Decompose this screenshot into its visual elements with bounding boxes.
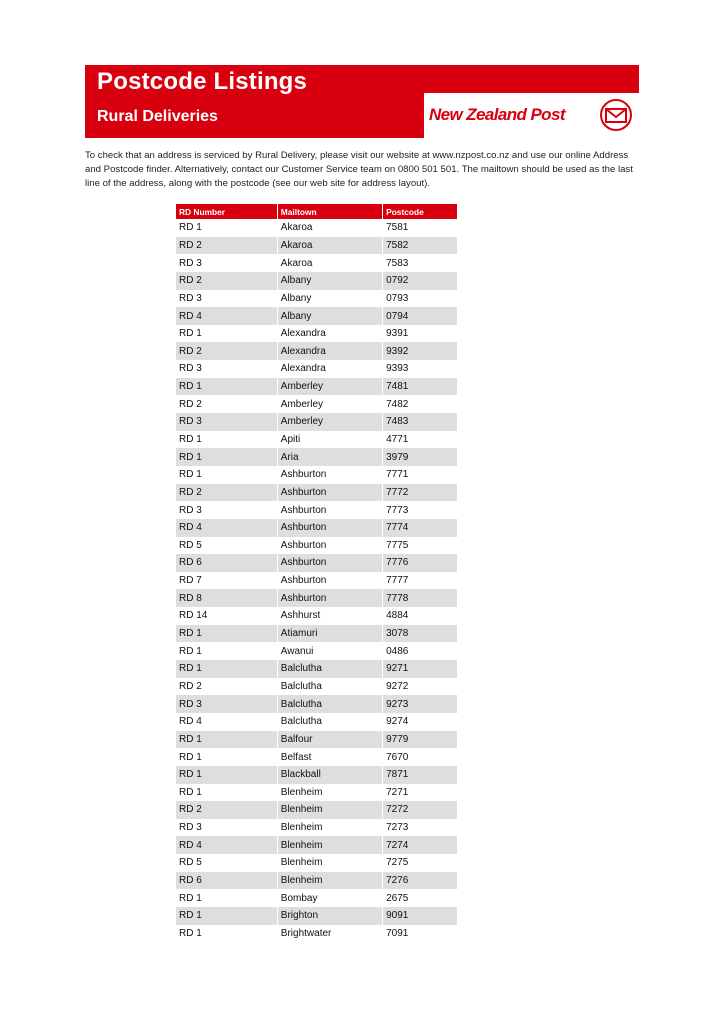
postcode-cell: 0486 [386,645,409,657]
rd-number-cell: RD 4 [176,713,277,731]
table-row [176,519,457,537]
intro-text: To check that an address is serviced by Rural Delivery, please visit our website at www.nzpost.co.nz and use our online Address and Postcode finder. Alternatively, contact our Customer Service team on 0800 501 501. The mailtown should be used as the last line of the address, along with the postcode (see our web site for address layout). [85,150,633,189]
column-header-mailtown: Mailtown [277,204,382,219]
mailtown-cell: Ashburton [277,572,382,590]
mailtown-cell: Awanui [277,642,382,660]
mailtown-cell: Albany [277,290,382,308]
table-row [176,448,457,466]
mailtown-cell: Ashburton [277,537,382,555]
rd-number-cell: RD 3 [176,695,277,713]
postcode-cell: 7482 [386,398,409,410]
rd-number-cell: RD 3 [176,501,277,519]
mailtown-cell: Balclutha [277,695,382,713]
mailtown-cell: Akaroa [277,237,382,255]
table-row [176,801,457,819]
table-row [176,219,457,237]
rd-number-cell: RD 1 [176,784,277,802]
mailtown-cell: Blenheim [277,854,382,872]
rd-number-cell: RD 2 [176,237,277,255]
mailtown-cell: Albany [277,307,382,325]
header-banner [85,65,639,138]
table-row [176,572,457,590]
rd-number-cell: RD 1 [176,642,277,660]
rd-number-cell: RD 3 [176,413,277,431]
rd-number-cell: RD 4 [176,836,277,854]
column-header-postcode: Postcode [383,204,457,219]
table-row [176,660,457,678]
mailtown-cell: Bombay [277,889,382,907]
rd-number-cell: RD 1 [176,378,277,396]
table-row [176,413,457,431]
rd-number-cell: RD 3 [176,254,277,272]
mailtown-cell: Alexandra [277,342,382,360]
mailtown-cell: Amberley [277,413,382,431]
table-row [176,695,457,713]
rd-number-cell: RD 1 [176,431,277,449]
rd-number-cell: RD 4 [176,519,277,537]
postcode-cell: 9392 [383,342,457,360]
mailtown-cell: Apiti [277,431,382,449]
table-row [176,713,457,731]
table-row [176,642,457,660]
mailtown-cell: Akaroa [277,219,382,237]
mailtown-cell: Ashburton [277,466,382,484]
rd-number-cell: RD 5 [176,537,277,555]
rd-number-cell: RD 1 [176,748,277,766]
logo-text: New Zealand Post [429,105,565,124]
rd-number-cell: RD 4 [176,307,277,325]
mailtown-cell: Blenheim [277,836,382,854]
table-row [176,501,457,519]
postcode-cell: 7275 [386,857,409,869]
rd-number-cell: RD 1 [176,766,277,784]
rd-number-cell: RD 2 [176,342,277,360]
mailtown-cell: Ashburton [277,484,382,502]
postcode-cell: 7276 [383,872,457,890]
table-row [176,607,457,625]
postcode-cell: 7772 [383,484,457,502]
postcode-cell: 0792 [383,272,457,290]
mailtown-cell: Ashburton [277,589,382,607]
table-row [176,854,457,872]
mailtown-cell: Atiamuri [277,625,382,643]
rd-number-cell: RD 2 [176,801,277,819]
table-row [176,272,457,290]
table-row [176,889,457,907]
rd-number-cell: RD 1 [176,889,277,907]
rd-number-cell: RD 6 [176,554,277,572]
postcode-cell: 7583 [386,257,409,269]
postcode-cell: 7775 [386,539,409,551]
postcode-cell: 7777 [386,575,409,587]
rd-number-cell: RD 6 [176,872,277,890]
mailtown-cell: Balclutha [277,678,382,696]
postcode-cell: 7271 [386,786,409,798]
table-row [176,766,457,784]
table-row [176,784,457,802]
postcode-cell: 7778 [383,589,457,607]
mailtown-cell: Alexandra [277,325,382,343]
postcode-cell: 9779 [383,731,457,749]
postcode-cell: 7871 [383,766,457,784]
mailtown-cell: Balclutha [277,660,382,678]
postcode-cell: 7670 [386,751,409,763]
mailtown-cell: Belfast [277,748,382,766]
mailtown-cell: Blenheim [277,872,382,890]
postcode-cell: 7774 [383,519,457,537]
page-subtitle: Rural Deliveries [97,108,218,125]
postcode-cell: 2675 [386,892,409,904]
rd-number-cell: RD 3 [176,360,277,378]
postcode-cell: 4771 [386,434,409,445]
table-row [176,907,457,925]
rd-number-cell: RD 1 [176,625,277,643]
table-row [176,307,457,325]
postcode-cell: 7776 [383,554,457,572]
rd-number-cell: RD 1 [176,448,277,466]
rd-number-cell: RD 1 [176,660,277,678]
postcode-cell: 9274 [386,716,409,728]
mailtown-cell: Amberley [277,378,382,396]
table-row [176,625,457,643]
postcode-table [176,204,457,942]
postcode-cell: 7091 [386,927,409,939]
table-row [176,731,457,749]
rd-number-cell: RD 2 [176,484,277,502]
table-row [176,342,457,360]
postcode-cell: 9393 [386,363,409,375]
table-row [176,819,457,837]
table-row [176,254,457,272]
mailtown-cell: Balfour [277,731,382,749]
postcode-cell: 7481 [383,378,457,396]
mailtown-cell: Blackball [277,766,382,784]
mailtown-cell: Alexandra [277,360,382,378]
table-header-row [176,204,457,219]
postcode-cell: 0793 [386,292,409,304]
postcode-cell: 7771 [386,469,409,481]
rd-number-cell: RD 1 [176,731,277,749]
rd-number-cell: RD 1 [176,907,277,925]
nz-post-logo [424,93,639,138]
rd-number-cell: RD 1 [176,325,277,343]
postcode-cell: 0794 [383,307,457,325]
rd-number-cell: RD 3 [176,819,277,837]
rd-number-cell: RD 2 [176,272,277,290]
envelope-icon [599,98,633,132]
postcode-cell: 7274 [383,836,457,854]
mailtown-cell: Brightwater [277,925,382,943]
table-row [176,836,457,854]
table-row [176,678,457,696]
postcode-cell: 9091 [383,907,457,925]
table-row [176,484,457,502]
mailtown-cell: Akaroa [277,254,382,272]
rd-number-cell: RD 5 [176,854,277,872]
mailtown-cell: Aria [277,448,382,466]
mailtown-cell: Brighton [277,907,382,925]
postcode-cell: 4884 [386,610,409,622]
postcode-cell: 7273 [386,822,409,834]
table-row [176,466,457,484]
postcode-cell: 7582 [383,237,457,255]
mailtown-cell: Ashburton [277,501,382,519]
page-title: Postcode Listings [97,68,308,95]
table-row [176,378,457,396]
mailtown-cell: Amberley [277,395,382,413]
table-row [176,925,457,943]
table-row [176,554,457,572]
postcode-cell: 9391 [386,328,409,340]
postcode-cell: 7483 [383,413,457,431]
rd-number-cell: RD 2 [176,395,277,413]
rd-number-cell: RD 8 [176,589,277,607]
table-row [176,395,457,413]
table-row [176,537,457,555]
table-row [176,872,457,890]
rd-number-cell: RD 1 [176,925,277,943]
table-row [176,431,457,449]
table-row [176,325,457,343]
mailtown-cell: Ashburton [277,519,382,537]
postcode-cell: 7773 [386,504,409,516]
mailtown-cell: Balclutha [277,713,382,731]
mailtown-cell: Ashburton [277,554,382,572]
table-row [176,237,457,255]
postcode-cell: 9272 [386,680,409,692]
rd-number-cell: RD 1 [176,466,277,484]
mailtown-cell: Ashhurst [277,607,382,625]
postcode-cell: 3078 [383,625,457,643]
postcode-cell: 9271 [383,660,457,678]
column-header-rd-number: RD Number [176,204,277,219]
mailtown-cell: Blenheim [277,784,382,802]
table-row [176,589,457,607]
rd-number-cell: RD 2 [176,678,277,696]
table-row [176,290,457,308]
rd-number-cell: RD 1 [176,219,277,237]
postcode-cell: 7581 [386,222,409,234]
rd-number-cell: RD 14 [176,607,277,625]
mailtown-cell: Blenheim [277,819,382,837]
postcode-cell: 9273 [383,695,457,713]
table-row [176,748,457,766]
postcode-cell: 7272 [383,801,457,819]
mailtown-cell: Albany [277,272,382,290]
mailtown-cell: Blenheim [277,801,382,819]
rd-number-cell: RD 3 [176,290,277,308]
rd-number-cell: RD 7 [176,572,277,590]
postcode-cell: 3979 [383,448,457,466]
table-row [176,360,457,378]
